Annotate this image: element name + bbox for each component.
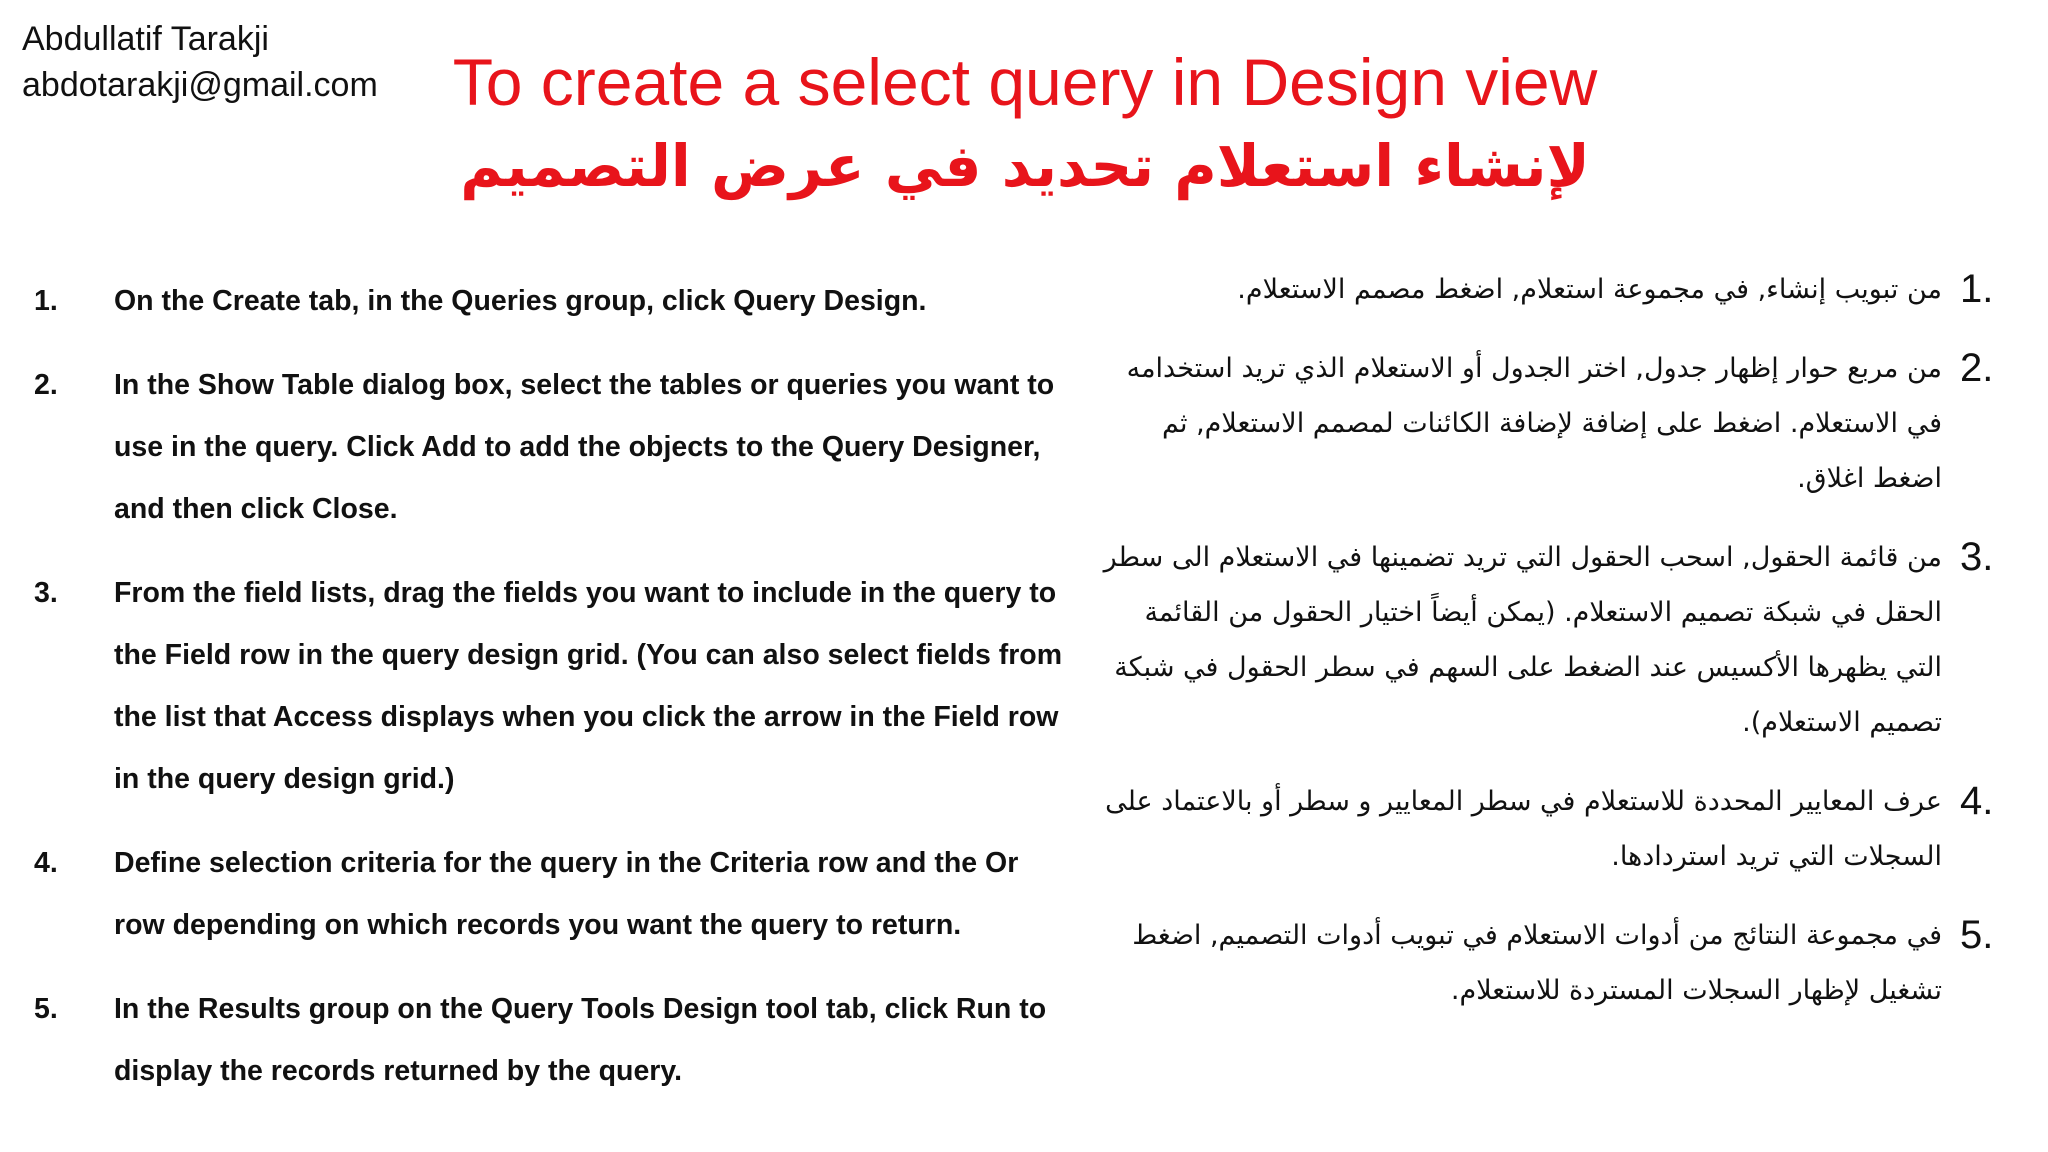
list-item (1090, 530, 2030, 750)
list-item (1090, 341, 2030, 506)
step-number: 4. (1960, 779, 1994, 823)
step-number: 4. (34, 847, 58, 879)
english-steps-list (34, 270, 1074, 1124)
step-text: In the Show Table dialog box, select the tables or queries you want to use in the query. Click Add to add the objects to the Query Designer, and then click Close. (114, 369, 1055, 525)
step-text: In the Results group on the Query Tools Design tool tab, click Run to display the records returned by the query. (114, 993, 1047, 1087)
title-english: To create a select query in Design view (452, 45, 1598, 119)
step-text: Define selection criteria for the query in the Criteria row and the Or row depending on which records you want the query to return. (114, 847, 1019, 941)
list-item (1090, 908, 2030, 1018)
step-number: 3. (34, 577, 58, 609)
arabic-steps-list (1090, 262, 2030, 1042)
list-item (34, 832, 1074, 956)
step-number: 5. (34, 993, 58, 1025)
step-number: 2. (1960, 346, 1994, 390)
list-item (34, 978, 1074, 1102)
step-text: From the field lists, drag the fields you want to include in the query to the Field row in the query design grid. (You can also select fields from the list that Access displays when you click the arrow in the Field row in the query design grid.) (114, 577, 1063, 795)
step-text: من قائمة الحقول, اسحب الحقول التي تريد تضمينها في الاستعلام الى سطر الحقل في شبكة تصميم الاستعلام. (يمكن أيضاً اختيار الحقول من القائمة التي يظهرها الأكسيس عند الضغط على السهم في سطر الحقول في شبكة تصميم الاستعلام). (1103, 542, 1942, 738)
step-text: من مربع حوار إظهار جدول, اختر الجدول أو الاستعلام الذي تريد استخدامه في الاستعلام. اضغط على إضافة لإضافة الكائنات لمصمم الاستعلام, ثم اضغط اغلاق. (1126, 353, 1942, 494)
author-email: abdotarakji@gmail.com (22, 66, 378, 104)
step-number: 1. (34, 285, 58, 317)
list-item (34, 270, 1074, 332)
list-item (34, 354, 1074, 540)
step-number: 2. (34, 369, 58, 401)
author-name: Abdullatif Tarakji (22, 20, 269, 58)
list-item (1090, 262, 2030, 317)
list-item (34, 562, 1074, 810)
step-number: 3. (1960, 535, 1994, 579)
step-text: من تبويب إنشاء, في مجموعة استعلام, اضغط مصمم الاستعلام. (1237, 274, 1942, 305)
list-item (1090, 774, 2030, 884)
step-number: 1. (1960, 267, 1994, 311)
step-text: عرف المعايير المحددة للاستعلام في سطر المعايير و سطر أو بالاعتماد على السجلات التي تريد استردادها. (1105, 786, 1942, 872)
step-text: في مجموعة النتائج من أدوات الاستعلام في تبويب أدوات التصميم, اضغط تشغيل لإظهار السجلات المستردة للاستعلام. (1132, 920, 1942, 1006)
step-number: 5. (1960, 913, 1994, 957)
title-arabic: لإنشاء استعلام تحديد في عرض التصميم (460, 132, 1590, 200)
step-text: On the Create tab, in the Queries group, click Query Design. (114, 285, 927, 317)
